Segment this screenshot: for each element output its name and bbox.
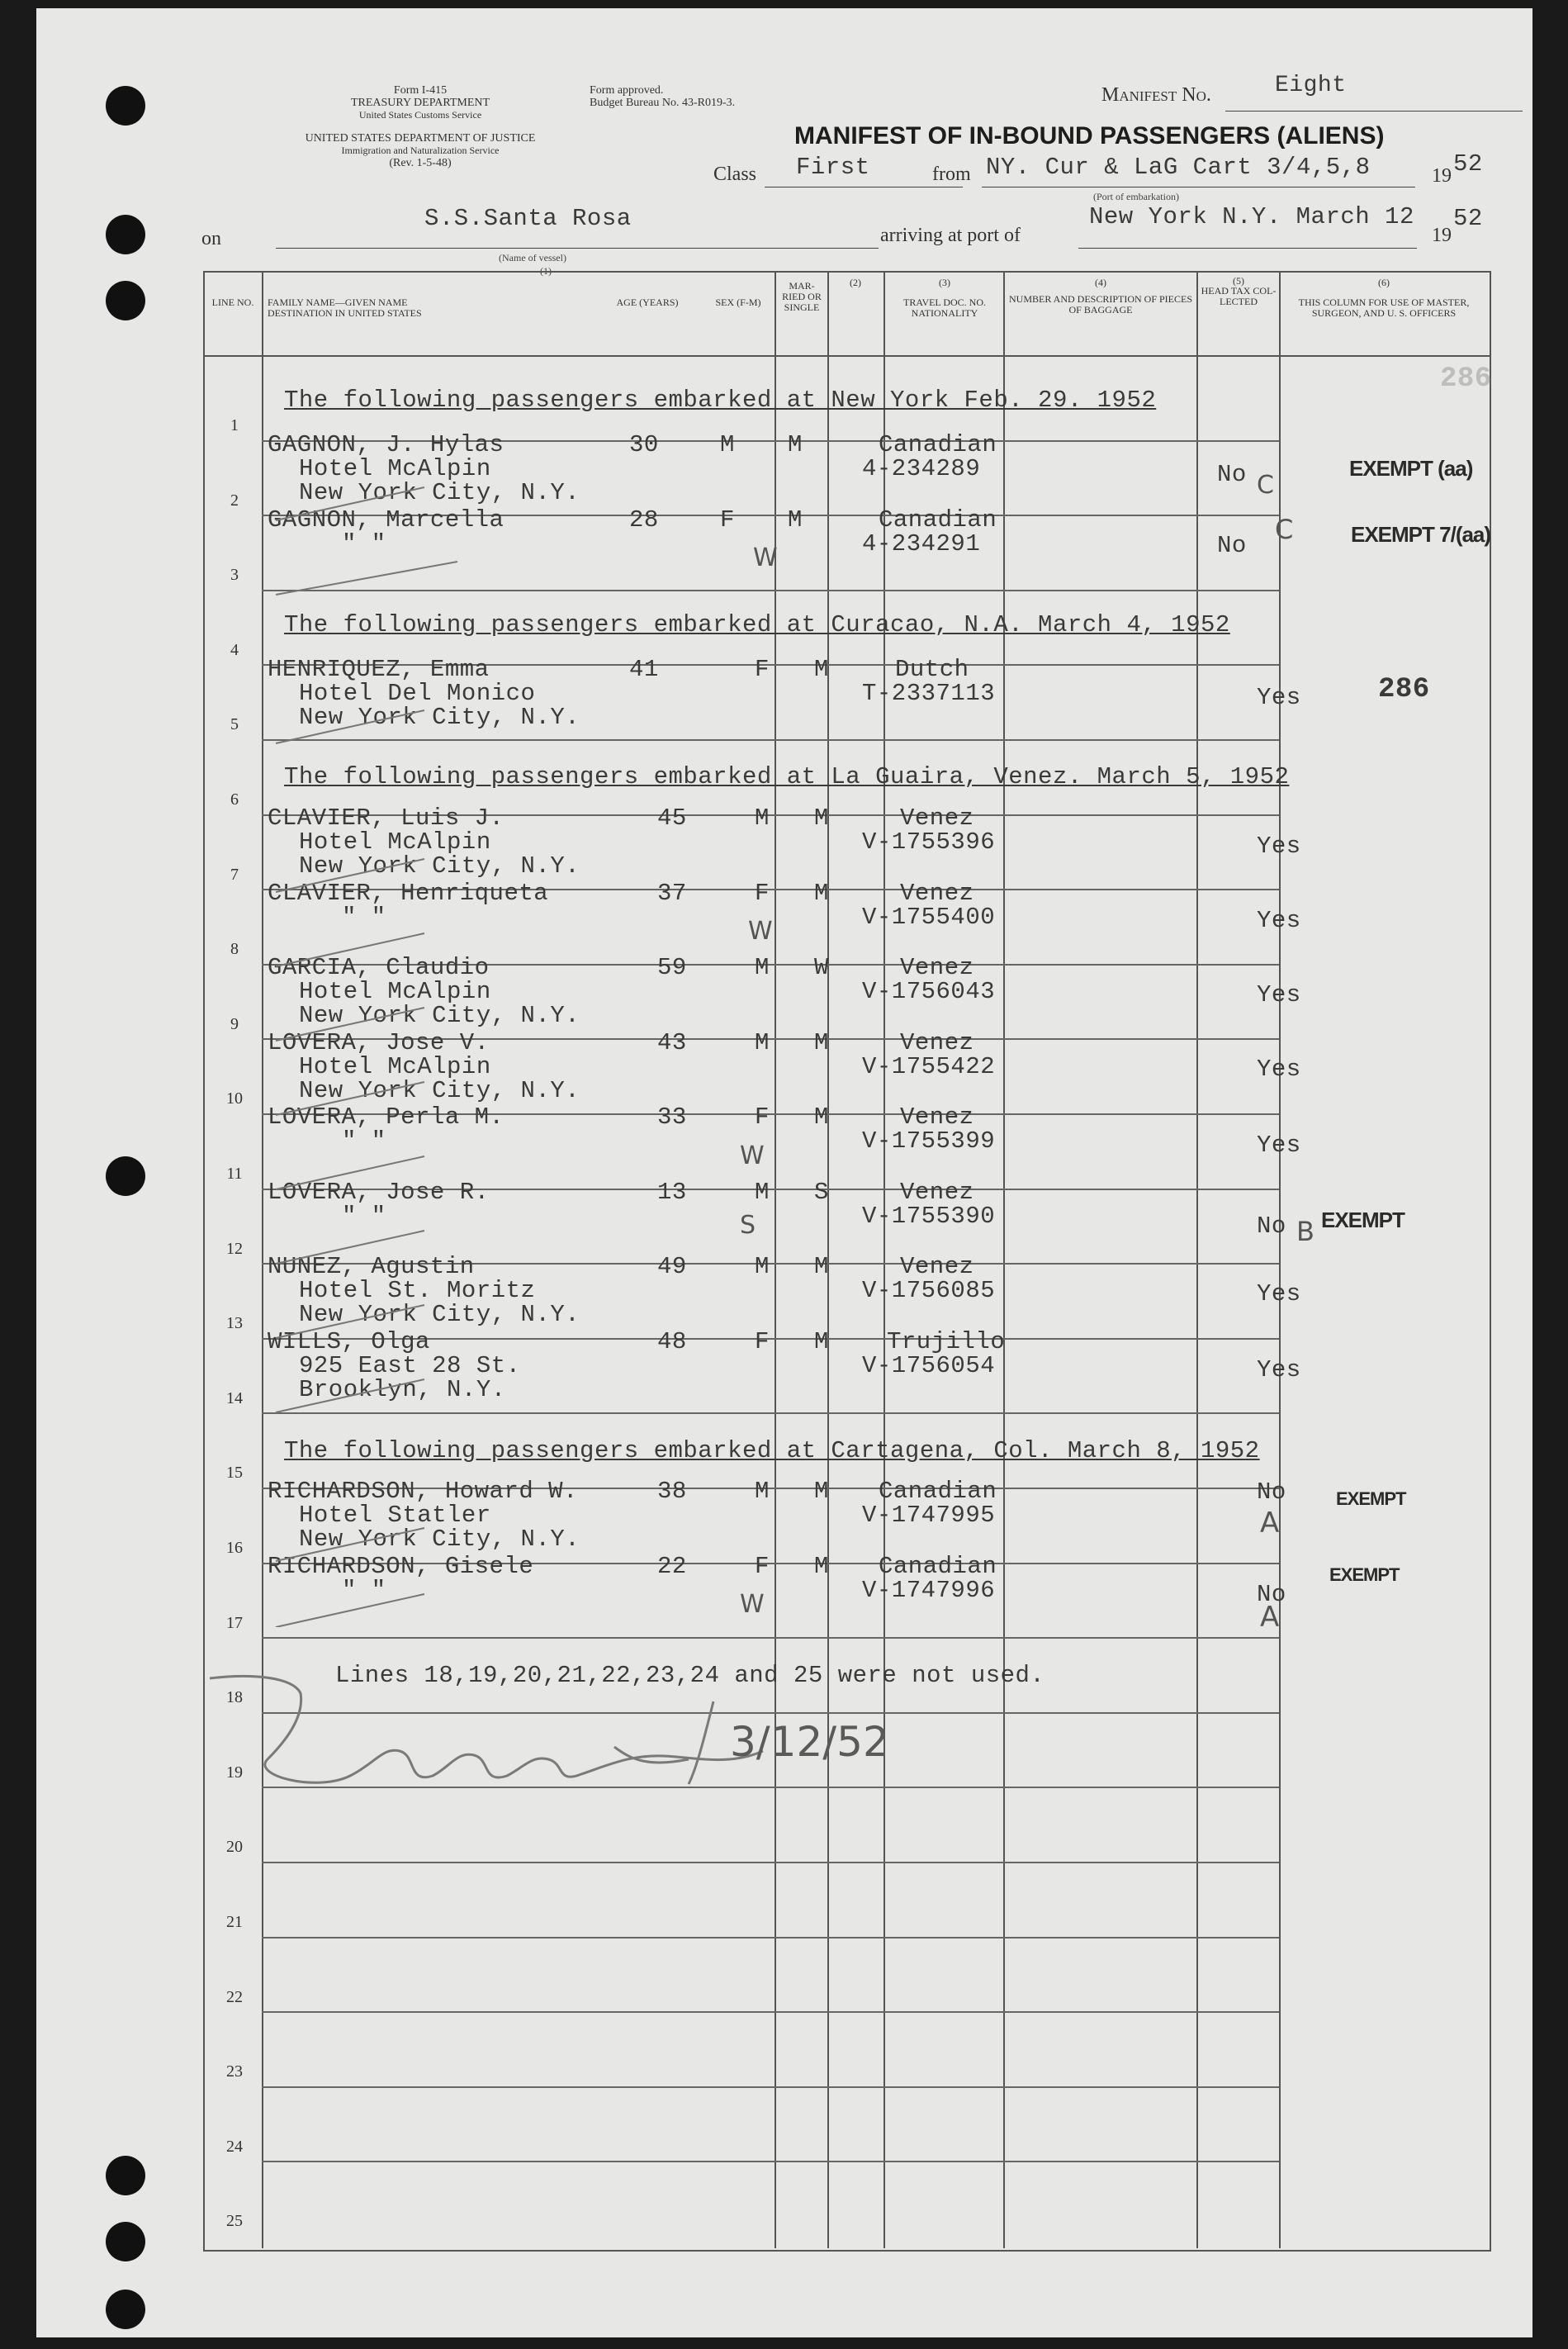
passenger-sex: M bbox=[755, 1478, 770, 1505]
col-name: FAMILY NAME—GIVEN NAME DESTINATION IN UNITED STATES bbox=[268, 297, 422, 319]
passenger-marital: S bbox=[814, 1179, 829, 1206]
passenger-name: CLAVIER, Luis J. bbox=[268, 804, 505, 832]
passenger-sex: F bbox=[755, 1328, 770, 1355]
passenger-doc: V-1756054 bbox=[862, 1352, 996, 1379]
line-number: 12 bbox=[226, 1240, 243, 1258]
manifest-sheet bbox=[36, 8, 1532, 2337]
from-label: from bbox=[932, 164, 971, 185]
col-6: (6) bbox=[1378, 277, 1390, 288]
line-number: 4 bbox=[230, 641, 239, 659]
class-label: Class bbox=[713, 164, 757, 185]
line-number: 20 bbox=[226, 1838, 243, 1856]
passenger-nationality: Venez bbox=[900, 1179, 974, 1206]
passenger-sex: M bbox=[755, 1029, 770, 1056]
embark-note: The following passengers embarked at La Guaira, Venez. March 5, 1952 bbox=[284, 763, 1290, 790]
passenger-name: WILLS, Olga bbox=[268, 1328, 430, 1355]
passenger-sex: F bbox=[755, 1553, 770, 1580]
passenger-name: LOVERA, Jose R. bbox=[268, 1179, 490, 1206]
passenger-name: GARCIA, Claudio bbox=[268, 954, 490, 981]
head-tax: No bbox=[1217, 461, 1247, 488]
passenger-nationality: Venez bbox=[900, 1103, 974, 1131]
passenger-addr: " " bbox=[342, 904, 386, 931]
passenger-sex: M bbox=[720, 431, 735, 458]
passenger-addr: Hotel Del Monico bbox=[299, 680, 536, 707]
passenger-age: 13 bbox=[657, 1179, 687, 1206]
tax-mark: A bbox=[1260, 1507, 1280, 1540]
customs-service: United States Customs Service bbox=[358, 109, 482, 121]
official-remark: 286 bbox=[1378, 674, 1430, 705]
line-number: 19 bbox=[226, 1763, 243, 1782]
manifest-no: Eight bbox=[1275, 73, 1347, 98]
col-baggage: NUMBER AND DESCRIPTION OF PIECES OF BAGGAGE bbox=[1008, 293, 1193, 316]
check-marks bbox=[259, 471, 788, 1627]
passenger-addr: Hotel St. Moritz bbox=[299, 1277, 536, 1304]
col-4: (4) bbox=[1095, 277, 1106, 288]
line-number: 25 bbox=[226, 2212, 243, 2230]
line-number: 23 bbox=[226, 2062, 243, 2081]
line-number: 3 bbox=[230, 566, 239, 584]
line-number: 15 bbox=[226, 1464, 243, 1482]
passenger-name: GAGNON, Marcella bbox=[268, 506, 505, 534]
handwritten-mark: W bbox=[748, 917, 773, 946]
col-travel-doc: TRAVEL DOC. NO. NATIONALITY bbox=[902, 297, 986, 319]
col-head-tax: HEAD TAX COL- LECTED bbox=[1201, 285, 1277, 307]
passenger-doc: V-1756043 bbox=[862, 978, 996, 1005]
tax-mark: B bbox=[1296, 1216, 1315, 1247]
passenger-doc: V-1755400 bbox=[862, 904, 996, 931]
arrival-port: New York N.Y. March 12 bbox=[1089, 203, 1414, 230]
passenger-doc: V-1747996 bbox=[862, 1577, 996, 1604]
passenger-addr: New York City, N.Y. bbox=[299, 1002, 580, 1029]
passenger-marital: M bbox=[788, 506, 803, 534]
justice-dept: UNITED STATES DEPARTMENT OF JUSTICE bbox=[305, 132, 536, 145]
line-number: 6 bbox=[230, 790, 239, 809]
col-line-no: LINE NO. bbox=[211, 297, 254, 308]
head-tax: No bbox=[1257, 1212, 1286, 1240]
line-number: 22 bbox=[226, 1988, 243, 2006]
line-number: 13 bbox=[226, 1314, 243, 1332]
arriving-label: arriving at port of bbox=[880, 225, 1021, 246]
line-number: 11 bbox=[226, 1165, 243, 1183]
passenger-addr: Hotel McAlpin bbox=[299, 455, 491, 482]
passenger-age: 41 bbox=[629, 656, 659, 683]
passenger-doc: V-1756085 bbox=[862, 1277, 996, 1304]
line-number: 1 bbox=[230, 416, 239, 434]
line-number: 5 bbox=[230, 715, 239, 733]
passenger-addr: New York City, N.Y. bbox=[299, 1526, 580, 1553]
passenger-marital: M bbox=[788, 431, 803, 458]
passenger-addr: New York City, N.Y. bbox=[299, 852, 580, 880]
line-number: 7 bbox=[230, 866, 239, 884]
handwritten-mark: S bbox=[740, 1211, 756, 1240]
passenger-doc: V-1755390 bbox=[862, 1203, 996, 1230]
line-number: 8 bbox=[230, 940, 239, 958]
handwritten-mark: W bbox=[740, 1141, 765, 1170]
col-5: (5) bbox=[1233, 275, 1244, 287]
passenger-nationality: Venez bbox=[900, 880, 974, 907]
passenger-sex: M bbox=[755, 804, 770, 832]
year2: 52 bbox=[1453, 205, 1483, 232]
passenger-addr: " " bbox=[342, 1127, 386, 1155]
passenger-name: RICHARDSON, Howard W. bbox=[268, 1478, 578, 1505]
passenger-sex: M bbox=[755, 954, 770, 981]
passenger-age: 45 bbox=[657, 804, 687, 832]
vessel-name: S.S.Santa Rosa bbox=[424, 205, 632, 232]
embark-note: The following passengers embarked at Curacao, N.A. March 4, 1952 bbox=[284, 611, 1230, 638]
passenger-doc: V-1747995 bbox=[862, 1502, 996, 1529]
year2-prefix: 19 bbox=[1432, 225, 1452, 246]
manifest-title: MANIFEST OF IN-BOUND PASSENGERS (ALIENS) bbox=[794, 122, 1385, 149]
passenger-nationality: Trujillo bbox=[887, 1328, 1006, 1355]
passenger-age: 38 bbox=[657, 1478, 687, 1505]
tax-mark: C bbox=[1275, 514, 1294, 545]
passenger-nationality: Venez bbox=[900, 1253, 974, 1280]
head-tax: Yes bbox=[1257, 981, 1301, 1008]
col-official: THIS COLUMN FOR USE OF MASTER, SURGEON, AND U. S. OFFICERS bbox=[1298, 297, 1470, 319]
revision: (Rev. 1-5-48) bbox=[389, 157, 452, 169]
binder-hole bbox=[106, 1156, 145, 1196]
manifest-no-label: Manifest No. bbox=[1101, 84, 1211, 106]
binder-hole bbox=[106, 2156, 145, 2195]
col-3: (3) bbox=[939, 277, 950, 288]
passenger-nationality: Canadian bbox=[879, 431, 997, 458]
passenger-age: 43 bbox=[657, 1029, 687, 1056]
passenger-sex: F bbox=[755, 1103, 770, 1131]
line-number: 2 bbox=[230, 491, 239, 510]
passenger-age: 49 bbox=[657, 1253, 687, 1280]
passenger-age: 22 bbox=[657, 1553, 687, 1580]
passenger-doc: 4-234291 bbox=[862, 530, 981, 558]
passenger-addr: Hotel McAlpin bbox=[299, 978, 491, 1005]
treasury-dept: TREASURY DEPARTMENT bbox=[350, 97, 490, 109]
head-tax: Yes bbox=[1257, 684, 1301, 711]
passenger-nationality: Venez bbox=[900, 804, 974, 832]
passenger-addr: " " bbox=[342, 1203, 386, 1230]
head-tax: No bbox=[1257, 1478, 1286, 1506]
passenger-sex: M bbox=[755, 1179, 770, 1206]
passenger-marital: M bbox=[814, 656, 829, 683]
passenger-age: 37 bbox=[657, 880, 687, 907]
year1-prefix: 19 bbox=[1432, 165, 1452, 187]
line-number: 10 bbox=[226, 1089, 243, 1108]
signature-date: 3/12/52 bbox=[730, 1718, 889, 1766]
head-tax: Yes bbox=[1257, 1356, 1301, 1383]
passenger-age: 28 bbox=[629, 506, 659, 534]
line-number: 24 bbox=[226, 2138, 243, 2156]
passenger-marital: M bbox=[814, 804, 829, 832]
stamp-number: 286 bbox=[1440, 363, 1492, 395]
passenger-addr: Hotel McAlpin bbox=[299, 1053, 491, 1080]
tax-mark: C bbox=[1257, 471, 1274, 500]
line-number: 17 bbox=[226, 1614, 243, 1632]
closing-note: Lines 18,19,20,21,22,23,24 and 25 were not used. bbox=[335, 1662, 1045, 1689]
handwritten-mark: W bbox=[753, 543, 778, 572]
passenger-marital: W bbox=[814, 954, 829, 981]
passenger-addr: New York City, N.Y. bbox=[299, 1301, 580, 1328]
form-number: Form I-415 bbox=[393, 84, 448, 97]
passenger-nationality: Canadian bbox=[879, 506, 997, 534]
vessel-caption: (Name of vessel) bbox=[499, 252, 566, 263]
port-caption: (Port of embarkation) bbox=[1093, 191, 1179, 202]
passenger-doc: T-2337113 bbox=[862, 680, 996, 707]
passenger-sex: F bbox=[755, 880, 770, 907]
embark-note: The following passengers embarked at New York Feb. 29. 1952 bbox=[284, 387, 1157, 414]
passenger-age: 48 bbox=[657, 1328, 687, 1355]
from-value: NY. Cur & LaG Cart 3/4,5,8 bbox=[986, 154, 1371, 181]
line-number: 9 bbox=[230, 1015, 239, 1033]
head-tax: No bbox=[1217, 532, 1247, 559]
budget-bureau: Budget Bureau No. 43-R019-3. bbox=[590, 97, 736, 109]
passenger-doc: V-1755422 bbox=[862, 1053, 996, 1080]
passenger-age: 30 bbox=[629, 431, 659, 458]
passenger-doc: V-1755399 bbox=[862, 1127, 996, 1155]
passenger-nationality: Canadian bbox=[879, 1478, 997, 1505]
passenger-doc: V-1755396 bbox=[862, 828, 996, 856]
passenger-marital: M bbox=[814, 1328, 829, 1355]
passenger-marital: M bbox=[814, 1103, 829, 1131]
passenger-addr: Hotel Statler bbox=[299, 1502, 491, 1529]
passenger-addr: " " bbox=[342, 530, 386, 558]
passenger-addr: New York City, N.Y. bbox=[299, 479, 580, 506]
passenger-name: HENRIQUEZ, Emma bbox=[268, 656, 490, 683]
class-value: First bbox=[796, 154, 870, 181]
col-age: AGE (YEARS) bbox=[616, 297, 679, 308]
official-remark: EXEMPT 7/(aa) bbox=[1351, 522, 1491, 547]
col-married: MAR- RIED OR SINGLE bbox=[782, 280, 822, 313]
passenger-addr: 925 East 28 St. bbox=[299, 1352, 521, 1379]
col-2: (2) bbox=[850, 277, 861, 288]
tax-mark: A bbox=[1260, 1601, 1280, 1634]
official-remark: EXEMPT bbox=[1329, 1564, 1400, 1585]
passenger-name: GAGNON, J. Hylas bbox=[268, 431, 505, 458]
embark-note: The following passengers embarked at Cartagena, Col. March 8, 1952 bbox=[284, 1437, 1260, 1464]
passenger-addr: New York City, N.Y. bbox=[299, 1077, 580, 1104]
form-approved: Form approved. bbox=[590, 84, 664, 97]
official-remark: EXEMPT bbox=[1336, 1488, 1406, 1509]
passenger-addr: Hotel McAlpin bbox=[299, 828, 491, 856]
col-sex: SEX (F-M) bbox=[715, 297, 761, 308]
line-number: 14 bbox=[226, 1389, 243, 1407]
line-number: 21 bbox=[226, 1913, 243, 1931]
on-label: on bbox=[201, 228, 221, 249]
passenger-doc: 4-234289 bbox=[862, 455, 981, 482]
passenger-sex: F bbox=[720, 506, 735, 534]
passenger-addr: " " bbox=[342, 1577, 386, 1604]
official-remark: EXEMPT bbox=[1321, 1208, 1405, 1232]
binder-hole bbox=[106, 2290, 145, 2329]
passenger-name: CLAVIER, Henriqueta bbox=[268, 880, 549, 907]
line-number: 16 bbox=[226, 1539, 243, 1557]
passenger-age: 33 bbox=[657, 1103, 687, 1131]
head-tax: Yes bbox=[1257, 1056, 1301, 1083]
passenger-addr: Brooklyn, N.Y. bbox=[299, 1376, 506, 1403]
head-tax: Yes bbox=[1257, 1132, 1301, 1159]
binder-hole bbox=[106, 215, 145, 254]
official-remark: EXEMPT (aa) bbox=[1349, 456, 1473, 481]
year1: 52 bbox=[1453, 150, 1483, 178]
passenger-nationality: Venez bbox=[900, 1029, 974, 1056]
vessel-col-num: (1) bbox=[540, 265, 552, 277]
line-number: 18 bbox=[226, 1688, 243, 1706]
head-tax: Yes bbox=[1257, 907, 1301, 934]
head-tax: Yes bbox=[1257, 833, 1301, 860]
ins-service: Immigration and Naturalization Service bbox=[341, 145, 500, 156]
passenger-name: LOVERA, Perla M. bbox=[268, 1103, 505, 1131]
passenger-sex: M bbox=[755, 1253, 770, 1280]
passenger-addr: New York City, N.Y. bbox=[299, 704, 580, 731]
binder-hole bbox=[106, 2222, 145, 2261]
handwritten-mark: W bbox=[740, 1590, 765, 1619]
passenger-marital: M bbox=[814, 1253, 829, 1280]
passenger-sex: F bbox=[755, 656, 770, 683]
passenger-name: RICHARDSON, Gisele bbox=[268, 1553, 534, 1580]
passenger-marital: M bbox=[814, 1553, 829, 1580]
passenger-nationality: Venez bbox=[900, 954, 974, 981]
passenger-marital: M bbox=[814, 1478, 829, 1505]
binder-hole bbox=[106, 281, 145, 320]
binder-hole bbox=[106, 86, 145, 126]
head-tax: Yes bbox=[1257, 1280, 1301, 1307]
passenger-nationality: Dutch bbox=[895, 656, 969, 683]
passenger-nationality: Canadian bbox=[879, 1553, 997, 1580]
passenger-age: 59 bbox=[657, 954, 687, 981]
head-tax: No bbox=[1257, 1581, 1286, 1608]
passenger-name: LOVERA, Jose V. bbox=[268, 1029, 490, 1056]
passenger-name: NUNEZ, Agustin bbox=[268, 1253, 475, 1280]
passenger-marital: M bbox=[814, 1029, 829, 1056]
passenger-marital: M bbox=[814, 880, 829, 907]
